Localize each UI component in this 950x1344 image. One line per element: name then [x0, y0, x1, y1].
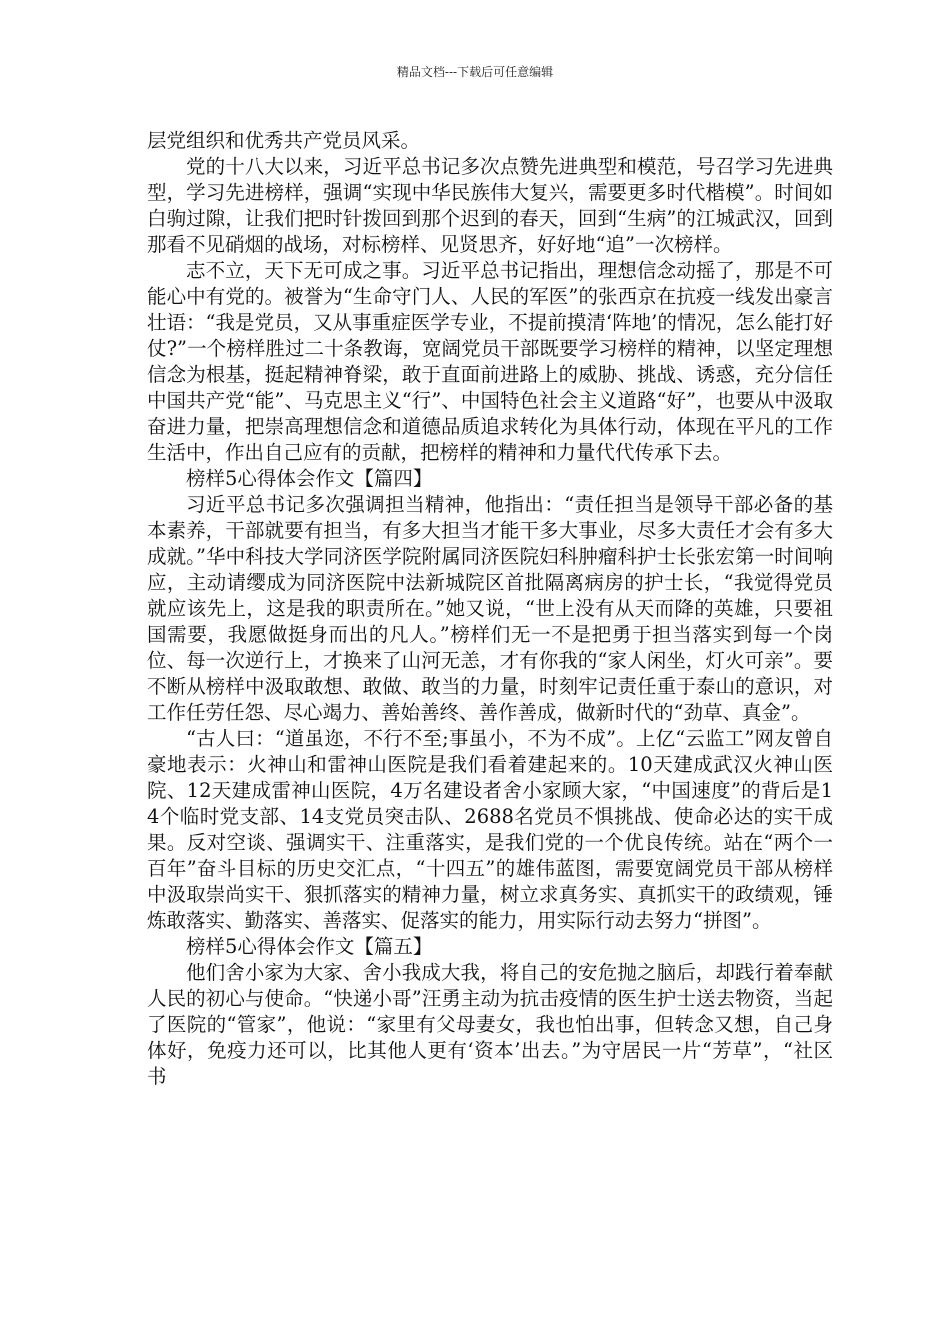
- page-header: 精品文档---下载后可任意编辑: [396, 65, 554, 79]
- section-heading-part-4: 榜样5心得体会作文【篇四】: [186, 467, 433, 490]
- paragraph: 志不立，天下无可成之事。习近平总书记指出，理想信念动摇了，那是不可能心中有党的。被誉为“生命守门人、人民的军医”的张西京在抗疫一线发出豪言壮语：“我是党员，又从事重症医学专业，不提前摸清‘阵地’的情况，怎么能打好仗?”一个榜样胜过二十条教诲，宽阔党员干部既要学习榜样的精神，以坚定理想信念为根基，挺起精神脊梁，敢于直面前进路上的威胁、挑战、诱惑，充分信任中国共产党“能”、马克思主义“行”、中国特色社会主义道路“好”，也要从中汲取奋进力量，把崇高理想信念和道德品质追求转化为具体行动，体现在平凡的工作生活中，作出自己应有的贡献，把榜样的精神和力量代代传承下去。: [147, 259, 833, 464]
- paragraph: 他们舍小家为大家、舍小我成大我，将自己的安危抛之脑后，却践行着奉献人民的初心与使命。“快递小哥”汪勇主动为抗击疫情的医生护士送去物资，当起了医院的“管家”，他说：“家里有父母妻女，我也怕出事，但转念又想，自己身体好，免疫力还可以，比其他人更有‘资本’出去。”为守居民一片“芳草”，“社区书: [147, 961, 833, 1088]
- paragraph: 习近平总书记多次强调担当精神，他指出：“责任担当是领导干部必备的基本素养，干部就要有担当，有多大担当才能干多大事业，尽多大责任才会有多大成就。”华中科技大学同济医学院附属同济医院妇科肿瘤科护士长张宏第一时间响应，主动请缨成为同济医院中法新城院区首批隔离病房的护士长，“我觉得党员就应该先上，这是我的职责所在。”她又说，“世上没有从天而降的英雄，只要祖国需要，我愿做挺身而出的凡人。”榜样们无一不是把勇于担当落实到每一个岗位、每一次逆行上，才换来了山河无恙，才有你我的“家人闲坐，灯火可亲”。要不断从榜样中汲取敢想、敢做、敢当的力量，时刻牢记责任重于泰山的意识，对工作任劳任怨、尽心竭力、善始善终、善作善成，做新时代的“劲草、真金”。: [147, 493, 833, 724]
- paragraph: 党的十八大以来，习近平总书记多次点赞先进典型和模范，号召学习先进典型，学习先进榜样，强调“实现中华民族伟大复兴，需要更多时代楷模”。时间如白驹过隙，让我们把时针拨回到那个迟到的春天，回到“生病”的江城武汉，回到那看不见硝烟的战场，对标榜样、见贤思齐，好好地“追”一次榜样。: [147, 155, 833, 256]
- paragraph: “古人曰：“道虽迩，不行不至;事虽小，不为不成”。上亿“云监工”网友曾自豪地表示：火神山和雷神山医院是我们看着建起来的。10天建成武汉火神山医院、12天建成雷神山医院，4万名建设者舍小家顾大家，“中国速度”的背后是14个临时党支部、14支党员突击队、2688名党员不惧挑战、使命必达的实干成果。反对空谈、强调实干、注重落实，是我们党的一个优良传统。站在“两个一百年”奋斗目标的历史交汇点，“十四五”的雄伟蓝图，需要宽阔党员干部从榜样中汲取崇尚实干、狠抓落实的精神力量，树立求真务实、真抓实干的政绩观，锤炼敢落实、勤落实、善落实、促落实的能力，用实际行动去努力“拼图”。: [147, 727, 833, 932]
- section-heading-part-5: 榜样5心得体会作文【篇五】: [186, 935, 433, 958]
- paragraph-continuation: 层党组织和优秀共产党员风采。: [147, 129, 421, 152]
- document-body: [147, 128, 833, 1090]
